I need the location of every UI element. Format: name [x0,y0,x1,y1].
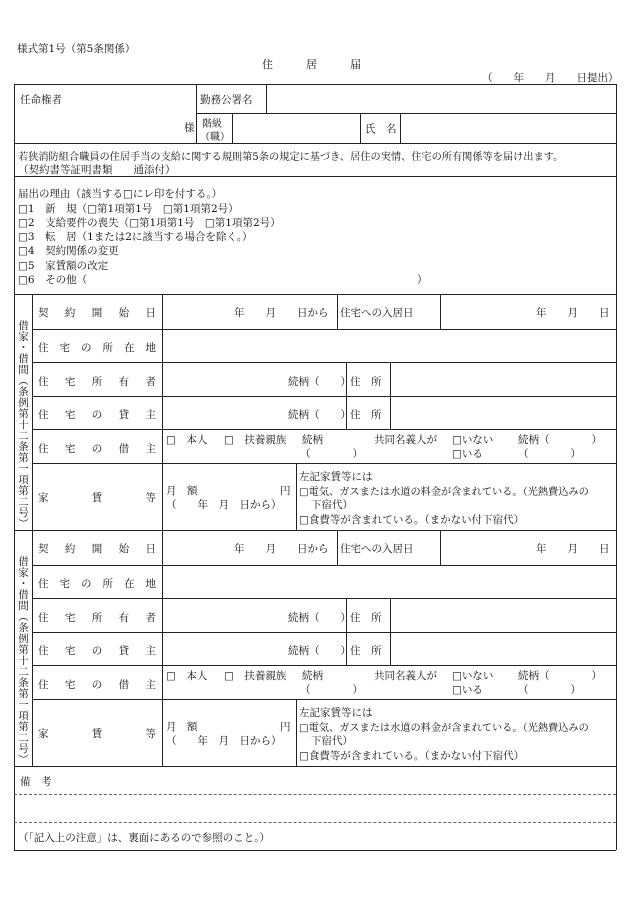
rent-included-title: 左記家賃等には [299,471,373,483]
form-number: 様式第1号（第5条関係） [17,43,136,55]
rent-yen: 円 [280,721,291,733]
co-signer-exists-checkbox[interactable]: □いる [452,684,483,696]
rent-from[interactable]: （ 年 月 日から） [166,735,282,747]
owner-address-label: 住 所 [350,612,382,624]
reason-item[interactable]: □1 新 規（□第1項第1号 □第1項第2号） [18,203,239,215]
reasons-title: 届出の理由（該当する□にレ印を付する。） [18,188,223,200]
owner-label: 住 宅 所 有 者 [38,612,156,624]
remarks-label: 備 考 [20,776,52,788]
co-signer-relation-paren[interactable]: （ ） [518,448,581,460]
borrower-self-checkbox[interactable]: □ 本人 [166,434,208,446]
co-signer-label: 共同名義人が [374,670,437,682]
lender-address-label: 住 所 [350,409,382,421]
name-label: 氏 名 [365,123,397,135]
section-2-vertical-label: 借家・借間（条例第十二条第一項第二号） [17,556,29,765]
location-label: 住 宅 の 所 在 地 [38,342,156,354]
appointer-sama: 様 [184,122,195,134]
name-field[interactable] [402,115,614,141]
lender-address-label: 住 所 [350,645,382,657]
rent-label: 家 賃 等 [38,492,156,504]
move-in-label: 住宅への入居日 [340,307,414,319]
remarks-note: （「記入上の注意」は、裏面にあるので参照のこと。） [18,832,270,844]
rank-label: 階級 [202,119,222,130]
statement-line-1: 若狭消防組合職員の住居手当の支給に関する規則第5条の規定に基づき、居住の実情、住宅の所有関係等を届け出ます。 [18,152,564,163]
owner-address-label: 住 所 [350,376,382,388]
rent-monthly-label: 月 額 [166,721,198,733]
borrower-dependent-checkbox[interactable]: □ 扶養親族 [224,434,287,446]
rent-utilities-cont: 下宿代） [311,499,353,511]
lender-label: 住 宅 の 貸 主 [38,645,156,657]
owner-label: 住 宅 所 有 者 [38,376,156,388]
co-signer-relation[interactable]: 続柄（ ） [518,670,602,682]
reason-item[interactable]: □3 転 居（1または2に該当する場合を除く。） [18,231,253,243]
borrower-self-checkbox[interactable]: □ 本人 [166,670,208,682]
rent-meals-checkbox[interactable]: □食費等が含まれている。（まかない付下宿代） [299,514,525,526]
rent-yen: 円 [280,485,291,497]
co-signer-relation-paren[interactable]: （ ） [518,684,581,696]
appointer-label: 任命権者 [20,94,62,106]
rent-label: 家 賃 等 [38,728,156,740]
borrower-relation-paren[interactable]: （ ） [300,684,363,696]
owner-relation[interactable]: 続柄（ ） [288,376,351,388]
co-signer-label: 共同名義人が [374,434,437,446]
office-field[interactable] [268,86,614,112]
reason-close-paren: ） [417,274,428,286]
reason-item[interactable]: □5 家賃額の改定 [18,260,109,272]
section-1-vertical-label: 借家・借間（条例第十二条第一項第二号） [17,320,29,529]
reason-item[interactable]: □4 契約関係の変更 [18,245,119,257]
borrower-label: 住 宅 の 借 主 [38,443,156,455]
co-signer-exists-checkbox[interactable]: □いる [452,448,483,460]
reason-item[interactable]: □2 支給要件の喪失（□第1項第1号 □第1項第2号） [18,217,281,229]
statement-line-2: （契約書等証明書類 通添付） [18,164,176,176]
lender-label: 住 宅 の 貸 主 [38,409,156,421]
remarks-field[interactable] [16,796,614,820]
move-in-label: 住宅への入居日 [340,543,414,555]
borrower-relation: 続柄 [302,434,323,446]
location-field[interactable] [164,331,614,361]
borrower-relation: 続柄 [302,670,323,682]
borrower-dependent-checkbox[interactable]: □ 扶養親族 [224,670,287,682]
start-date-label: 契 約 開 始 日 [38,543,156,555]
co-signer-none-checkbox[interactable]: □いない [452,670,494,682]
rank-label-sub: （職） [200,132,230,143]
rent-from[interactable]: （ 年 月 日から） [166,499,282,511]
borrower-label: 住 宅 の 借 主 [38,679,156,691]
rent-utilities-checkbox[interactable]: □電気、ガスまたは水道の料金が含まれている。（光熱費込みの [299,723,589,734]
rent-included-title: 左記家賃等には [299,707,373,719]
lender-relation[interactable]: 続柄（ ） [288,409,351,421]
submission-date: （ 年 月 日提出） [482,72,619,84]
location-field[interactable] [164,567,614,597]
form-title: 住 居 届 [262,58,361,71]
rent-monthly-label: 月 額 [166,485,198,497]
co-signer-none-checkbox[interactable]: □いない [452,434,494,446]
rent-utilities-cont: 下宿代） [311,735,353,747]
move-in-value[interactable]: 年 月 日 [536,543,610,555]
rent-meals-checkbox[interactable]: □食費等が含まれている。（まかない付下宿代） [299,750,525,762]
office-label: 勤務公署名 [200,94,253,106]
co-signer-relation[interactable]: 続柄（ ） [518,434,602,446]
start-date-value[interactable]: 年 月 日から [234,543,329,555]
reason-item[interactable]: □6 その他（ [18,274,88,286]
rent-utilities-checkbox[interactable]: □電気、ガスまたは水道の料金が含まれている。（光熱費込みの [299,487,589,498]
lender-relation[interactable]: 続柄（ ） [288,645,351,657]
start-date-value[interactable]: 年 月 日から [234,307,329,319]
owner-relation[interactable]: 続柄（ ） [288,612,351,624]
location-label: 住 宅 の 所 在 地 [38,578,156,590]
rank-field[interactable] [234,115,358,141]
move-in-value[interactable]: 年 月 日 [536,307,610,319]
borrower-relation-paren[interactable]: （ ） [300,448,363,460]
start-date-label: 契 約 開 始 日 [38,307,156,319]
